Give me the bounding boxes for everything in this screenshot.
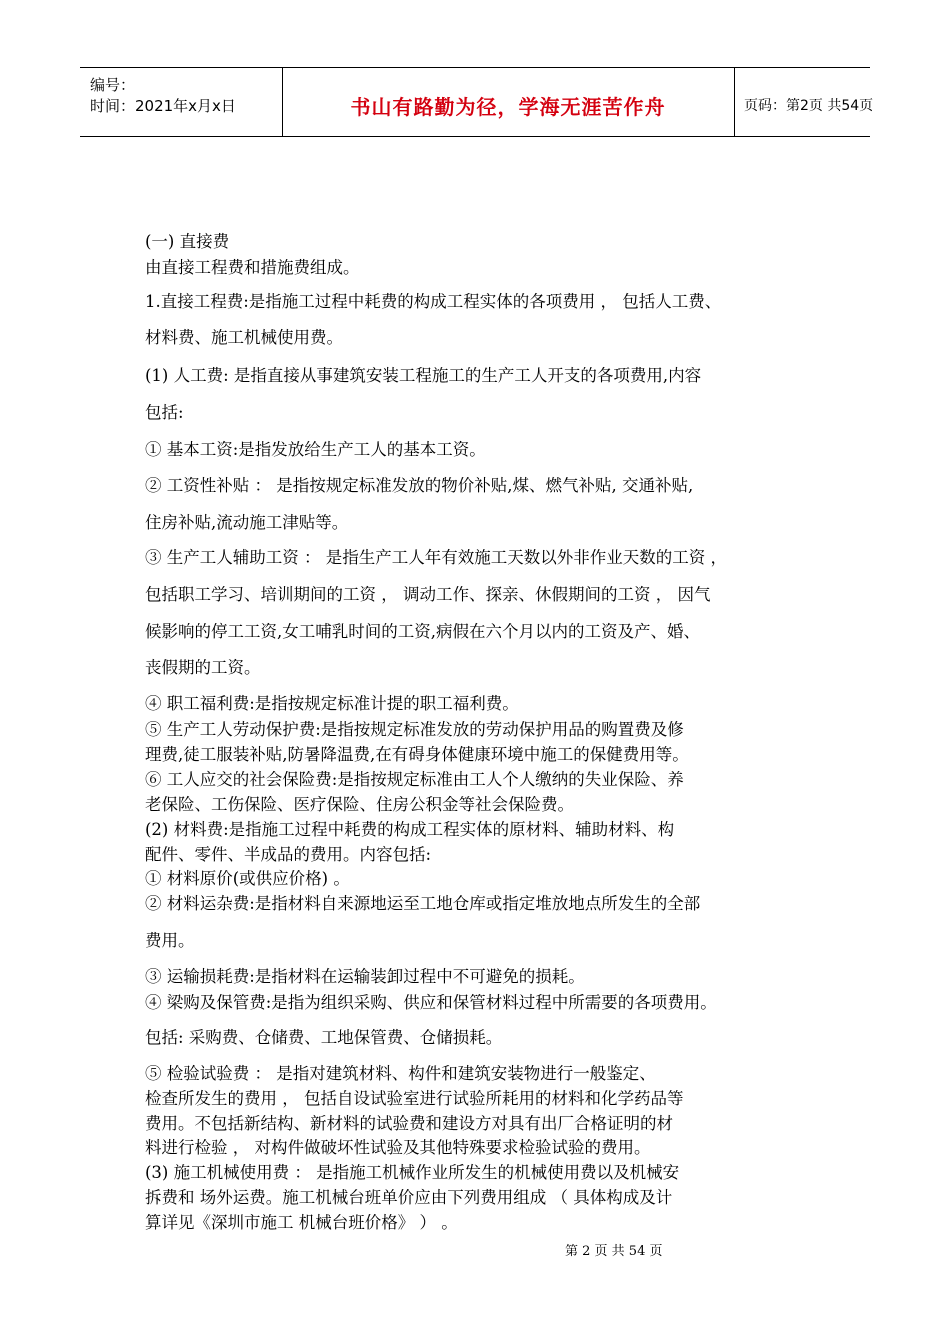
body-line: ② 材料运杂费:是指材料自来源地运至工地仓库或指定堆放地点所发生的全部 [145,894,701,913]
header-page-number: 页码：第2页 共54页 [744,98,874,114]
header-info-cell [80,68,283,136]
body-line: 包括职工学习、培训期间的工资 ， 调动工作、探亲、休假期间的工资 ， 因气 [145,585,711,604]
body-line: ③ 运输损耗费:是指材料在运输装卸过程中不可避免的损耗。 [145,967,585,986]
section-heading: (一) 直接费 [145,232,230,251]
body-line: 老保险、工伤保险、医疗保险、住房公积金等社会保险费。 [145,795,574,814]
header-motto-cell [282,68,735,136]
body-line: 算详见《深圳市施工 机械台班价格》 ） 。 [145,1213,458,1232]
body-line: ④ 梁购及保管费:是指为组织采购、供应和保管材料过程中所需要的各项费用。 [145,993,717,1012]
body-line: ⑤ 生产工人劳动保护费:是指按规定标准发放的劳动保护用品的购置费及修 [145,720,684,739]
header-page-cell [735,68,874,136]
body-line: 料进行检验 ， 对构件做破坏性试验及其他特殊要求检验试验的费用。 [145,1138,651,1157]
page-header [80,67,874,137]
body-line: 拆费和 场外运费。施工机械台班单价应由下列费用组成 （ 具体构成及计 [145,1188,673,1207]
header-motto: 书山有路勤为径，学海无涯苦作舟 [350,95,666,119]
body-line: ④ 职工福利费:是指按规定标准计提的职工福利费。 [145,694,519,713]
body-line: ② 工资性补贴 ： 是指按规定标准发放的物价补贴,煤、燃气补贴, 交通补贴, [145,476,694,495]
body-line: 包括: [145,403,184,422]
body-line: 费用。不包括新结构、新材料的试验费和建设方对具有出厂合格证明的材 [145,1114,673,1133]
body-line: (2) 材料费:是指施工过程中耗费的构成工程实体的原材料、辅助材料、构 [145,820,675,839]
body-line: 住房补贴,流动施工津贴等。 [145,513,349,532]
document-number-label: 编号： [90,76,136,94]
body-line: ⑤ 检验试验费 ： 是指对建筑材料、构件和建筑安装物进行一般鉴定、 [145,1064,656,1083]
body-line: 材料费、施工机械使用费。 [145,328,343,347]
body-line: 包括: 采购费、仓储费、工地保管费、仓储损耗。 [145,1028,503,1047]
body-line: 1.直接工程费:是指施工过程中耗费的构成工程实体的各项费用 ， 包括人工费、 [145,292,722,311]
body-line: 丧假期的工资。 [145,658,261,677]
body-line: ⑥ 工人应交的社会保险费:是指按规定标准由工人个人缴纳的失业保险、养 [145,770,684,789]
body-line: (3) 施工机械使用费 ： 是指施工机械作业所发生的机械使用费以及机械安 [145,1163,680,1182]
body-line: 由直接工程费和措施费组成。 [145,258,360,277]
body-line: 理费,徒工服装补贴,防暑降温费,在有碍身体健康环境中施工的保健费用等。 [145,745,689,764]
body-line: ③ 生产工人辅助工资 ： 是指生产工人年有效施工天数以外非作业天数的工资 ， [145,548,727,567]
body-line: 配件、零件、半成品的费用。内容包括: [145,845,432,864]
body-line: 费用。 [145,931,195,950]
body-line: 检查所发生的费用 ， 包括自设试验室进行试验所耗用的材料和化学药品等 [145,1089,684,1108]
page-footer: 第 2 页 共 54 页 [565,1244,663,1259]
document-date-label: 时间：2021年x月x日 [90,97,236,115]
body-line: ① 基本工资:是指发放给生产工人的基本工资。 [145,440,486,459]
body-line: (1) 人工费: 是指直接从事建筑安装工程施工的生产工人开支的各项费用,内容 [145,366,702,385]
body-line: 候影响的停工工资,女工哺乳时间的工资,病假在六个月以内的工资及产、婚、 [145,622,700,641]
body-line: ① 材料原价(或供应价格) 。 [145,869,350,888]
